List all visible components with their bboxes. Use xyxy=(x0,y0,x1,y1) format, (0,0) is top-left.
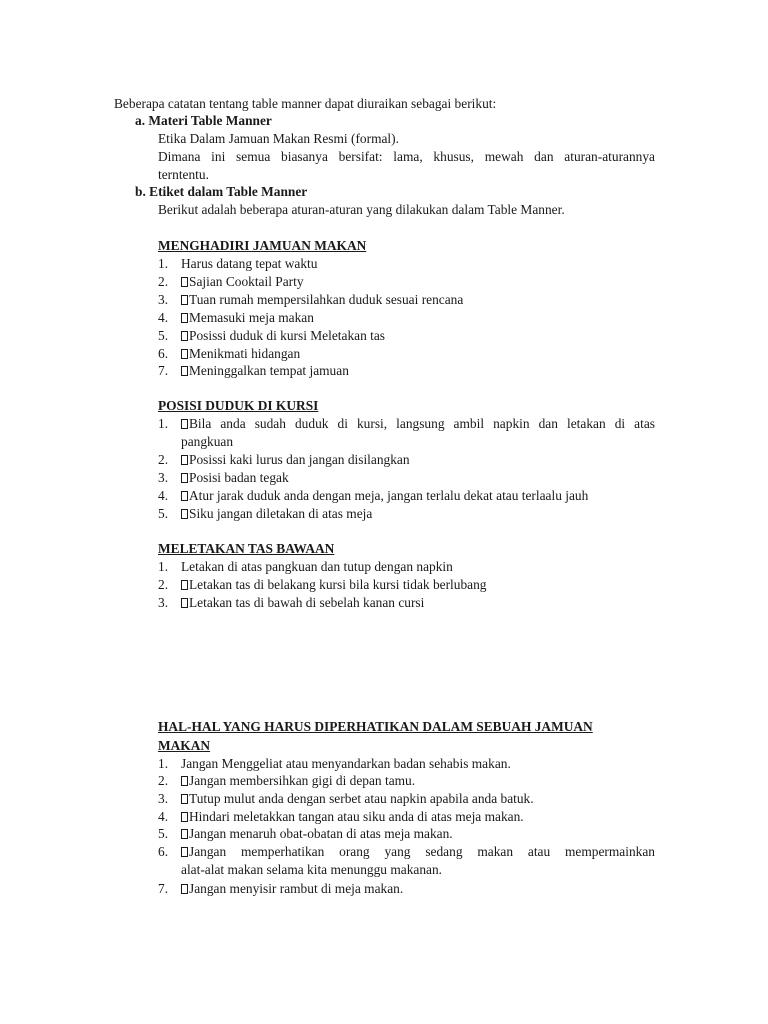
menghadiri-heading: MENGHADIRI JAMUAN MAKAN xyxy=(158,238,367,253)
posisi-item-1-line-1 xyxy=(181,415,655,432)
halhal-item-7 xyxy=(158,880,403,897)
list-number: 1. xyxy=(158,256,169,271)
posisi-item-1 xyxy=(158,415,181,432)
menghadiri-item-3 xyxy=(158,291,463,308)
list-item-text: Tuan rumah mempersilahkan duduk sesuai rencana xyxy=(189,292,464,307)
list-number: 2. xyxy=(158,452,169,467)
checkbox-glyph-icon xyxy=(181,776,188,786)
section-a-label: a. Materi Table Manner xyxy=(135,113,272,128)
menghadiri-item-6 xyxy=(158,345,300,362)
halhal-item-3 xyxy=(158,790,534,807)
checkbox-glyph-icon xyxy=(181,580,188,590)
checkbox-glyph-icon xyxy=(181,295,188,305)
list-item-text: Posisi badan tegak xyxy=(189,470,289,485)
section-b-line-1: Berikut adalah beberapa aturan-aturan yang dilakukan dalam Table Manner. xyxy=(158,202,565,217)
list-number: 3. xyxy=(158,470,169,485)
posisi-item-3 xyxy=(158,469,289,486)
list-number: 5. xyxy=(158,506,169,521)
checkbox-glyph-icon xyxy=(181,331,188,341)
posisi-item-5 xyxy=(158,505,372,522)
list-number: 2. xyxy=(158,274,169,289)
meletakan-item-3 xyxy=(158,594,424,611)
checkbox-glyph-icon xyxy=(181,491,188,501)
list-item-text: Letakan tas di bawah di sebelah kanan cursi xyxy=(189,595,425,610)
menghadiri-item-5 xyxy=(158,327,385,344)
checkbox-glyph-icon xyxy=(181,812,188,822)
list-item-text: Posissi duduk di kursi Meletakan tas xyxy=(189,328,386,343)
posisi-item-1-text: Bila anda sudah duduk di kursi, langsung ambil napkin dan letakan di atas xyxy=(189,416,655,431)
section-a-line-2 xyxy=(158,148,655,165)
checkbox-glyph-icon xyxy=(181,598,188,608)
halhal-item-1 xyxy=(158,755,511,772)
list-number: 7. xyxy=(158,881,169,896)
menghadiri-item-1 xyxy=(158,255,317,272)
intro-text: Beberapa catatan tentang table manner dapat diuraikan sebagai berikut: xyxy=(114,96,497,111)
section-a-line-3: terntentu. xyxy=(158,167,209,182)
list-number: 3. xyxy=(158,595,169,610)
list-number: 2. xyxy=(158,577,169,592)
checkbox-glyph-icon xyxy=(181,455,188,465)
list-item-text: Letakan di atas pangkuan dan tutup dengan napkin xyxy=(181,559,453,574)
list-number: 1. xyxy=(158,416,169,431)
list-number: 3. xyxy=(158,791,169,806)
checkbox-glyph-icon xyxy=(181,277,188,287)
halhal-item-6-line-2: alat-alat makan selama kita menunggu makanan. xyxy=(181,862,443,877)
checkbox-glyph-icon xyxy=(181,349,188,359)
list-item-text: Menikmati hidangan xyxy=(189,346,301,361)
list-item-text: Jangan membersihkan gigi di depan tamu. xyxy=(189,773,416,788)
list-item-text: Siku jangan diletakan di atas meja xyxy=(189,506,373,521)
list-item-text: Memasuki meja makan xyxy=(189,310,314,325)
posisi-item-4 xyxy=(158,487,588,504)
halhal-item-6-line-1-wrap xyxy=(181,843,655,860)
list-number: 6. xyxy=(158,346,169,361)
list-number: 4. xyxy=(158,809,169,824)
menghadiri-item-7 xyxy=(158,362,349,379)
list-number: 1. xyxy=(158,756,169,771)
list-item-text: Sajian Cooktail Party xyxy=(189,274,304,289)
checkbox-glyph-icon xyxy=(181,884,188,894)
list-item-text: Jangan Menggeliat atau menyandarkan badan sehabis makan. xyxy=(181,756,511,771)
list-number: 7. xyxy=(158,363,169,378)
halhal-heading-line-1: HAL-HAL YANG HARUS DIPERHATIKAN DALAM SEBUAH JAMUAN xyxy=(158,719,593,734)
meletakan-item-2 xyxy=(158,576,486,593)
list-item-text: Posissi kaki lurus dan jangan disilangkan xyxy=(189,452,410,467)
section-a-line-2-text: Dimana ini semua biasanya bersifat: lama, khusus, mewah dan aturan-aturannya xyxy=(158,149,655,164)
menghadiri-item-4 xyxy=(158,309,314,326)
checkbox-glyph-icon xyxy=(181,419,188,429)
list-item-text: Atur jarak duduk anda dengan meja, jangan terlalu dekat atau terlaalu jauh xyxy=(189,488,589,503)
list-number: 2. xyxy=(158,773,169,788)
list-number: 6. xyxy=(158,844,169,859)
meletakan-heading: MELETAKAN TAS BAWAAN xyxy=(158,541,335,556)
halhal-heading-line-2: MAKAN xyxy=(158,738,211,753)
checkbox-glyph-icon xyxy=(181,829,188,839)
list-item-text: Letakan tas di belakang kursi bila kursi tidak berlubang xyxy=(189,577,487,592)
section-a-line-1: Etika Dalam Jamuan Makan Resmi (formal). xyxy=(158,131,399,146)
checkbox-glyph-icon xyxy=(181,509,188,519)
posisi-item-1-line-1-wrap xyxy=(181,415,655,432)
list-item-text: Harus datang tepat waktu xyxy=(181,256,318,271)
list-item-text: Hindari meletakkan tangan atau siku anda di atas meja makan. xyxy=(189,809,524,824)
list-item-text: Meninggalkan tempat jamuan xyxy=(189,363,349,378)
list-item-text: Jangan menaruh obat-obatan di atas meja makan. xyxy=(189,826,453,841)
list-item-text: Tutup mulut anda dengan serbet atau napkin apabila anda batuk. xyxy=(189,791,534,806)
checkbox-glyph-icon xyxy=(181,366,188,376)
checkbox-glyph-icon xyxy=(181,313,188,323)
list-number: 4. xyxy=(158,488,169,503)
posisi-item-1-line-2: pangkuan xyxy=(181,434,234,449)
halhal-item-6 xyxy=(158,843,181,860)
list-number: 3. xyxy=(158,292,169,307)
meletakan-item-1 xyxy=(158,558,453,575)
checkbox-glyph-icon xyxy=(181,847,188,857)
list-number: 4. xyxy=(158,310,169,325)
checkbox-glyph-icon xyxy=(181,794,188,804)
halhal-item-4 xyxy=(158,808,524,825)
section-b-label: b. Etiket dalam Table Manner xyxy=(135,184,308,199)
list-number: 5. xyxy=(158,826,169,841)
checkbox-glyph-icon xyxy=(181,473,188,483)
posisi-heading: POSISI DUDUK DI KURSI xyxy=(158,398,319,413)
list-number: 1. xyxy=(158,559,169,574)
halhal-item-6-text: Jangan memperhatikan orang yang sedang makan atau mempermainkan xyxy=(189,844,655,859)
posisi-item-2 xyxy=(158,451,410,468)
list-item-text: Jangan menyisir rambut di meja makan. xyxy=(189,881,404,896)
list-number: 5. xyxy=(158,328,169,343)
menghadiri-item-2 xyxy=(158,273,304,290)
halhal-item-2 xyxy=(158,772,415,789)
halhal-item-5 xyxy=(158,825,453,842)
halhal-item-6-line-1 xyxy=(181,843,655,860)
